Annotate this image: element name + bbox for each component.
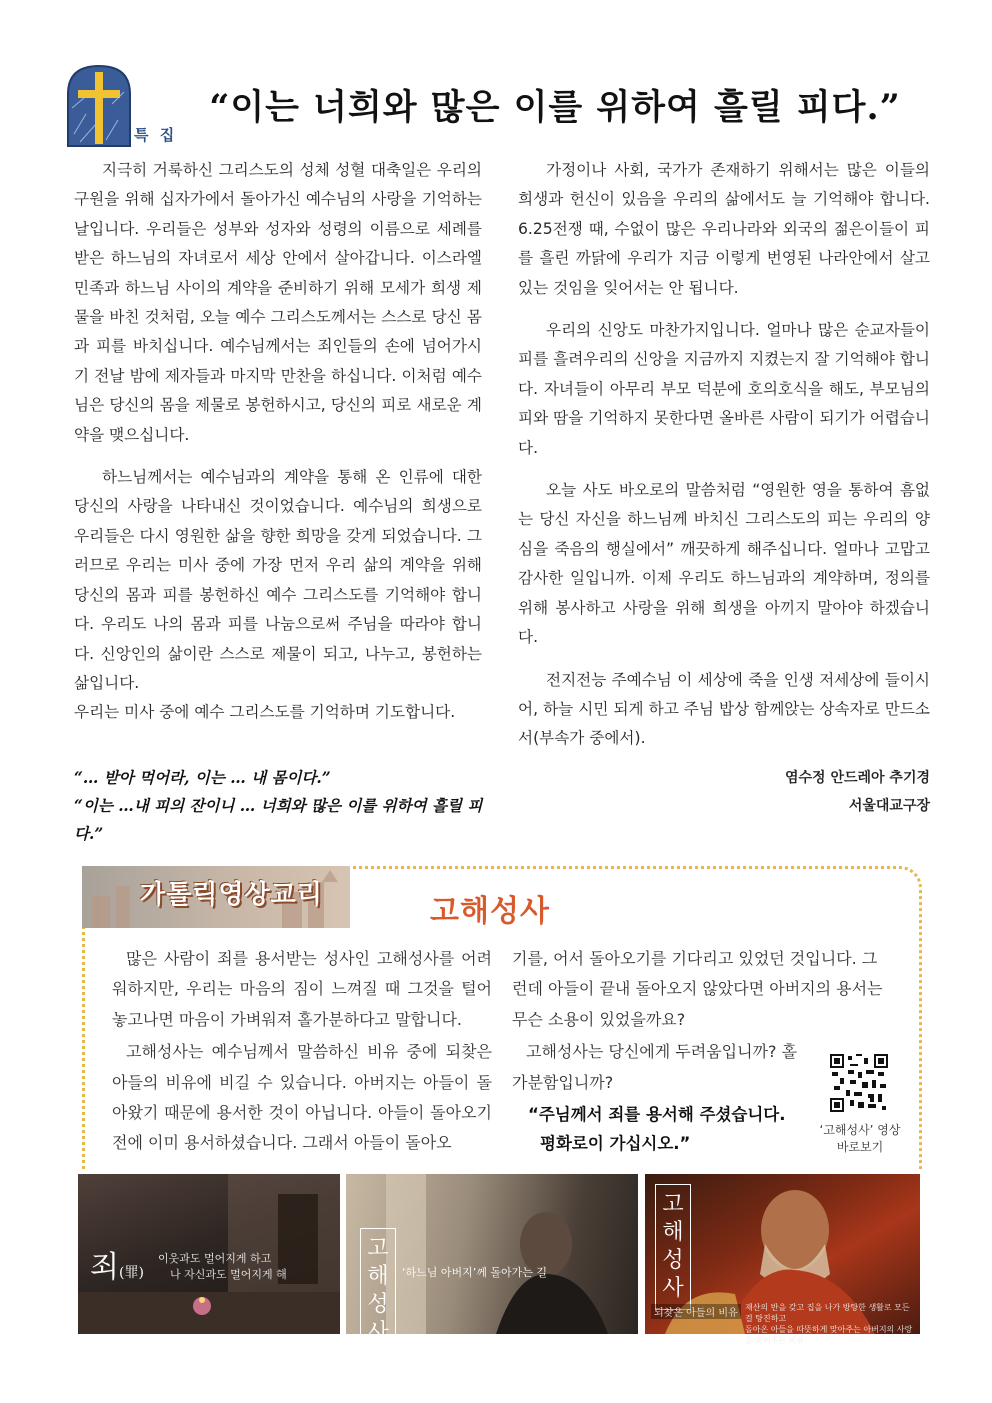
left-paragraph-2: 하느님께서는 예수님과의 계약을 통해 온 인류에 대한 당신의 사랑을 나타내신 것이었습니다. 예수님의 희생으로 우리들은 다시 영원한 삶을 향한 희망을 갖게 되었습니다. 그러므로 우리는 미사 중에 가장 먼저 우리 삶의 계약을 위해 당신의 몸과 피를 봉헌하신 예수 그리스도를 기억해야 합니다. 우리도 나의 몸과 피를 나눔으로써 주님을 따라야 합니다. 신앙인의 삶이란 스스로 제물이 되고, 나누고, 봉헌하는 삶입니다. [74,468,482,692]
photo1-hanja: (罪) [118,1265,144,1281]
panel-left-paragraph-2: 고해성사는 예수님께서 말씀하신 비유 중에 되찾은 아들의 비유에 비길 수 있습니다. 아버지는 아들이 돌아왔기 때문에 용서한 것이 아닙니다. 아들이 돌아오기 전에 이미 용서하셨습니다. 그래서 아들이 돌아오 [112,1042,492,1153]
photo-prodigal-son-painting [645,1174,920,1345]
section-label: 특 집 [134,126,178,144]
quote-line-1: “… 받아 먹어라, 이는 … 내 몸이다.” [74,768,331,787]
absolution-line-2: 평화로이 가십시오.” [540,1134,691,1153]
photo2-vertical-title: 고해성사 [360,1228,396,1354]
qr-caption-line-1: ‘고해성사’ 영상 [819,1123,901,1137]
absolution-quote [528,1100,808,1158]
qr-code[interactable] [830,1054,888,1112]
page-headline: “이는 너희와 많은 이를 위하여 흘릴 피다.” [209,87,901,128]
scripture-quote [74,764,494,848]
author-name: 염수정 안드레아 추기경 [785,770,930,786]
author-signature [785,764,930,820]
photo-sin [78,1174,340,1334]
right-paragraph-1: 가정이나 사회, 국가가 존재하기 위해서는 많은 이들의 희생과 헌신이 있음을 우리의 삶에서도 늘 기억해야 합니다. 6.25전쟁 때, 수없이 많은 우리나라와 외국의 젊은이들이 피를 흘린 까닭에 우리가 지금 이렇게 번영된 나라안에서 살고 있는 것임을 잊어서는 안 됩니다. [518,161,930,297]
photo1-big-text: 죄 [90,1250,119,1285]
photo2-caption: ‘하느님 아버지’께 돌아가는 길 [402,1266,547,1279]
panel-right-question: 고해성사는 당신에게 두려움입니까? 홀가분함입니까? [512,1042,798,1092]
photo3-vertical-title: 고해성사 [655,1184,691,1310]
right-article-column [518,156,930,754]
left-article-column [74,156,482,728]
quote-line-2: “이는 …내 피의 잔이니 … 너희와 많은 이를 위하여 흘릴 피다.” [74,796,483,843]
right-paragraph-4: 전지전능 주예수님 이 세상에 죽을 인생 저세상에 들이시어, 하늘 시민 되게 하고 주님 밥상 함께앉는 상속자로 만드소서(부속가 중에서). [518,670,930,748]
panel-right-paragraph-1: 기를, 어서 돌아오기를 기다리고 있었던 것입니다. 그런데 아들이 끝내 돌아오지 않았다면 아버지의 용서는 무슨 소용이 있었을까요? [512,949,883,1029]
photo-priest [346,1174,638,1345]
right-paragraph-2: 우리의 신앙도 마찬가지입니다. 얼마나 많은 순교자들이 피를 흘려우리의 신앙을 지금까지 지켰는지 잘 기억해야 합니다. 자녀들이 아무리 부모 덕분에 호의호식을 해도, 부모님의 피와 땀을 기억하지 못한다면 올바른 사람이 되기가 어렵습니다. [518,321,930,457]
photo3-caption-1: 재산의 반을 갖고 집을 나가 방탕한 생활로 모든 걸 탕진하고 [745,1303,910,1323]
qr-caption-line-2: 바로보기 [836,1140,884,1154]
photo1-caption-1: 이웃과도 멀어지게 하고 [158,1252,272,1265]
qr-caption [812,1122,908,1156]
panel-left-paragraph-1: 많은 사람이 죄를 용서받는 성사인 고해성사를 어려워하지만, 우리는 마음의 짐이 느껴질 때 그것을 털어 놓고나면 마음이 가벼워져 홀가분하다고 말합니다. [112,949,492,1029]
left-paragraph-1: 지극히 거룩하신 그리스도의 성체 성혈 대축일은 우리의 구원을 위해 십자가에서 돌아가신 예수님의 사랑을 기억하는 날입니다. 우리들은 성부와 성자와 성령의 이름으로 세례를 받은 하느님의 자녀로서 세상 안에서 살아갑니다. 이스라엘 민족과 하느님 사이의 계약을 준비하기 위해 모세가 희생 제물을 바친 것처럼, 오늘 예수 그리스도께서는 스스로 당신 몸과 피를 바치십니다. 예수님께서는 죄인들의 손에 넘어가시기 전날 밤에 제자들과 마지막 만찬을 하십니다. 이처럼 예수님은 당신의 몸을 제물로 봉헌하시고, 당신의 피로 새로운 계약을 맺으십니다. [74,161,482,444]
left-paragraph-3: 우리는 미사 중에 예수 그리스도를 기억하며 기도합니다. [74,703,456,722]
photo1-caption-2: 나 자신과도 멀어지게 해 [170,1268,287,1281]
right-paragraph-3: 오늘 사도 바오로의 말씀처럼 “영원한 영을 통하여 흠없는 당신 자신을 하느님께 바치신 그리스도의 피는 우리의 양심을 죽음의 행실에서” 깨끗하게 해주십니다. 얼마나 고맙고 감사한 일입니까. 이제 우리도 하느님과의 계약하며, 정의를 위해 봉사하고 사랑을 위해 희생을 아끼지 말아야 하겠습니다. [518,481,930,647]
section-title: 고해성사 [430,894,550,929]
photo3-caption [745,1302,915,1346]
cross-window-logo [66,64,132,146]
banner-title: 가톨릭영상교리 [140,880,323,910]
photo3-caption-2: 돌아온 아들을 따뜻하게 맞아주는 아버지의 사랑을 보여주는 비유 [745,1325,913,1345]
panel-left-text [112,944,492,1159]
photo3-tag: 되찾은 아들의 비유 [651,1304,741,1319]
author-title: 서울대교구장 [848,798,930,814]
absolution-line-1: “주님께서 죄를 용서해 주셨습니다. [528,1105,786,1124]
